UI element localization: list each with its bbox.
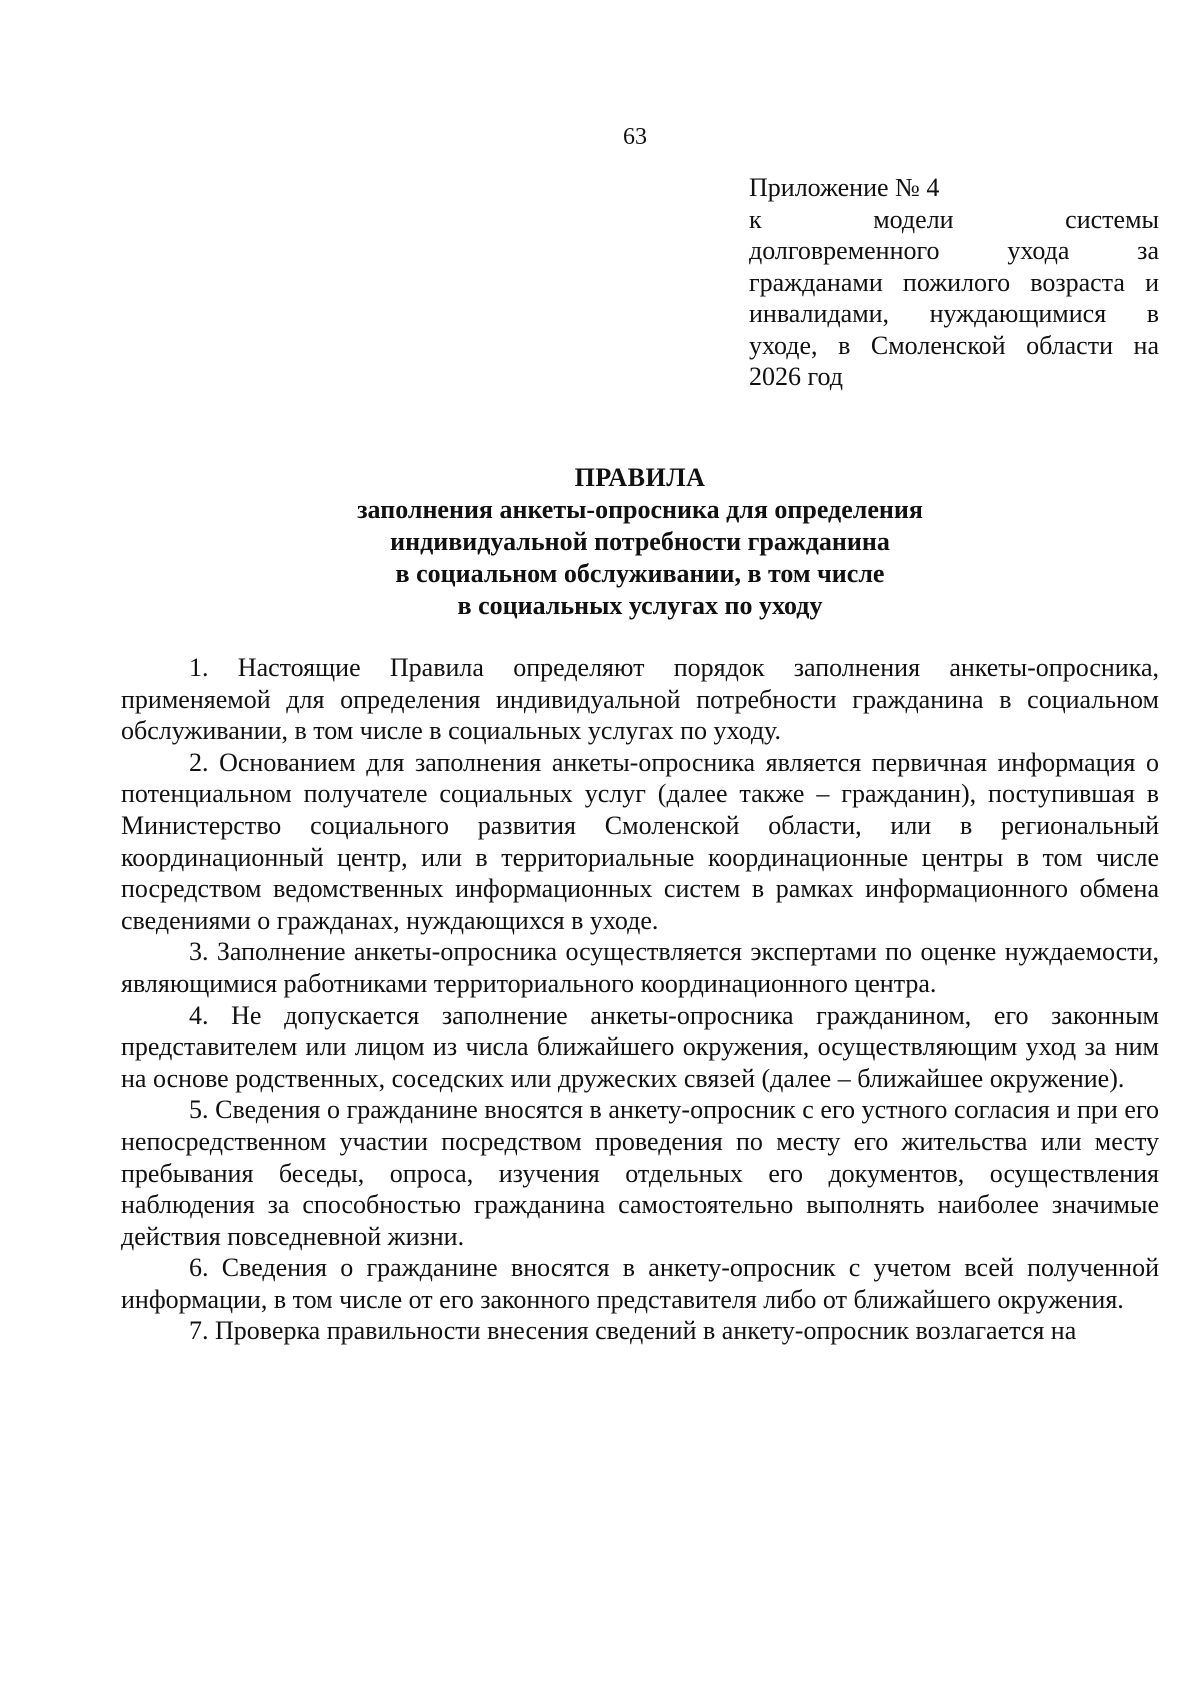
- paragraph-6: 6. Сведения о гражданине вносятся в анкету-опросник с учетом всей полученной информации, в том числе от его законного представителя либо от ближайшего окружения.: [121, 1253, 1159, 1314]
- appendix-line: Приложение № 4: [749, 173, 940, 202]
- appendix-line: уходе, в Смоленской области на: [749, 330, 1159, 360]
- document-subtitle-line: заполнения анкеты-опросника для определения: [357, 495, 923, 524]
- paragraph-5: 5. Сведения о гражданине вносятся в анкету-опросник с его устного согласия и при его непосредственном участии посредством проведения по месту его жительства или месту пребывания беседы, опроса, изучения отдельных его документов, осуществления наблюдения за способностью гражданина самостоятельно выполнять наиболее значимые действия повседневной жизни.: [121, 1095, 1159, 1251]
- document-body: [121, 652, 1159, 1347]
- paragraph-7: 7. Проверка правильности внесения сведений в анкету-опросник возлагается на: [189, 1316, 1077, 1346]
- appendix-line: 2026 год: [749, 362, 843, 391]
- page-number: 63: [623, 124, 647, 150]
- document-subtitle-line: в социальных услугах по уходу: [457, 591, 823, 620]
- paragraph-2: 2. Основанием для заполнения анкеты-опросника является первичная информация о потенциальном получателе социальных услуг (далее также – гражданин), поступившая в Министерство социального развития Смоленской области, или в региональный координационный центр, или в территориальные координационные центры в том числе посредством ведомственных информационных систем в рамках информационного обмена сведениями о гражданах, нуждающихся в уходе.: [121, 747, 1159, 935]
- document-subtitle-line: индивидуальной потребности гражданина: [390, 527, 890, 556]
- document-title-block: [200, 462, 1080, 622]
- appendix-line: гражданами пожилого возраста и: [749, 267, 1159, 297]
- paragraph-1: 1. Настоящие Правила определяют порядок заполнения анкеты-опросника, применяемой для определения индивидуальной потребности гражданина в социальном обслуживании, в том числе в социальных услугах по уходу.: [121, 653, 1159, 746]
- appendix-line: к модели системы: [749, 204, 1159, 234]
- appendix-line: долговременного ухода за: [749, 236, 1159, 265]
- appendix-header: [749, 172, 1159, 393]
- paragraph-3: 3. Заполнение анкеты-опросника осуществляется экспертами по оценке нуждаемости, являющимися работниками территориального координационного центра.: [121, 937, 1159, 998]
- paragraph-4: 4. Не допускается заполнение анкеты-опросника гражданином, его законным представителем или лицом из числа ближайшего окружения, осуществляющим уход за ним на основе родственных, соседских или дружеских связей (далее – ближайшее окружение).: [121, 1000, 1159, 1093]
- appendix-line: инвалидами, нуждающимися в: [749, 299, 1159, 328]
- document-subtitle-line: в социальном обслуживании, в том числе: [395, 559, 885, 588]
- document-title: ПРАВИЛА: [574, 463, 706, 492]
